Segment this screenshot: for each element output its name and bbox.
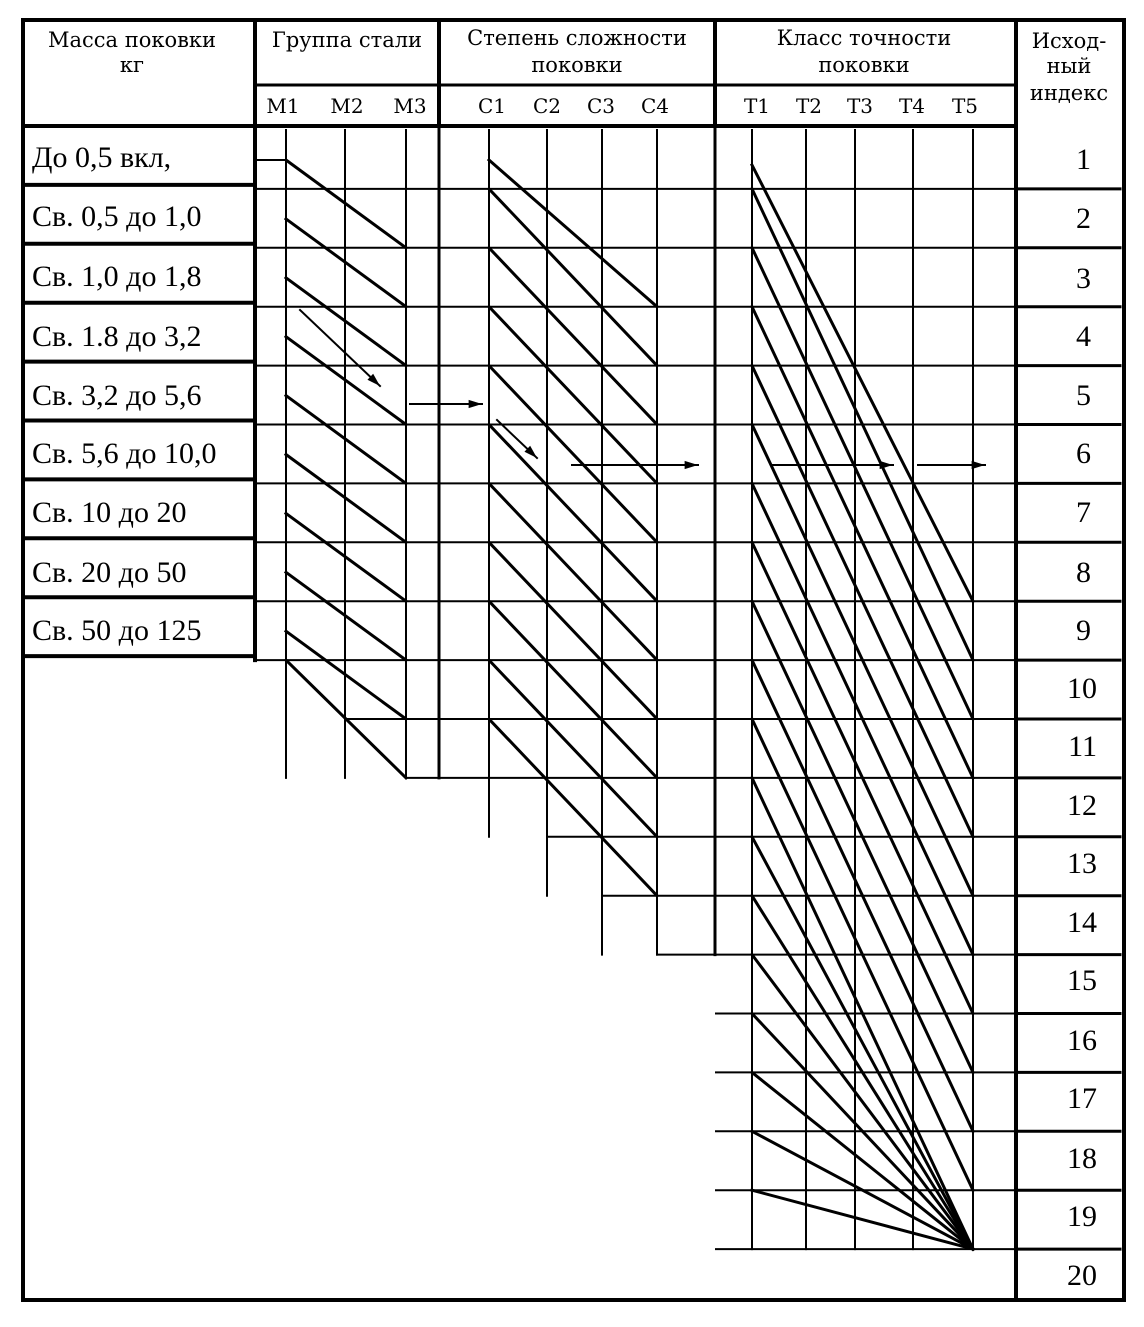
header-index-line3: индекс xyxy=(1029,81,1109,105)
accuracy-class-label: Т2 xyxy=(795,94,823,118)
mass-range-label: Св. 5,6 до 10,0 xyxy=(32,437,217,470)
index-value: 18 xyxy=(1067,1142,1097,1175)
complexity-label: С3 xyxy=(586,94,616,118)
index-value: 3 xyxy=(1076,262,1091,295)
header-index-line1: Исход- xyxy=(1031,29,1107,53)
index-value: 16 xyxy=(1067,1024,1097,1057)
header-accuracy-line2: поковки xyxy=(818,53,910,77)
mass-range-label: Св. 10 до 20 xyxy=(32,496,187,529)
diagonal-line xyxy=(489,425,657,602)
index-value: 7 xyxy=(1076,496,1091,529)
accuracy-class-label: Т4 xyxy=(898,94,926,118)
arrow-accuracy-head xyxy=(880,461,893,469)
diagonal-line xyxy=(489,160,657,307)
accuracy-class-label: Т3 xyxy=(846,94,874,118)
complexity-label: С2 xyxy=(532,94,562,118)
index-value: 6 xyxy=(1076,437,1091,470)
header-complexity-line1: Степень сложности xyxy=(467,26,687,50)
diagonal-line xyxy=(752,165,973,601)
header-complexity-line2: поковки xyxy=(531,53,623,77)
diagonal-line xyxy=(489,601,657,778)
header-mass-line2: кг xyxy=(119,53,145,77)
accuracy-class-label: Т1 xyxy=(743,94,771,118)
arrow-to-accuracy-head xyxy=(685,461,698,469)
example-arrows xyxy=(300,310,985,469)
index-value: 4 xyxy=(1076,320,1091,353)
mass-range-label: Св. 20 до 50 xyxy=(32,556,187,589)
index-value: 8 xyxy=(1076,556,1091,589)
diagonal-line xyxy=(489,719,657,896)
mass-range-label: Св. 1.8 до 3,2 xyxy=(32,320,202,353)
index-value: 2 xyxy=(1076,202,1091,235)
index-value: 12 xyxy=(1067,789,1097,822)
mass-range-label: Св. 0,5 до 1,0 xyxy=(32,200,202,233)
index-value: 11 xyxy=(1068,730,1097,763)
diagonal-lines xyxy=(286,160,973,1249)
steel-group-label: М1 xyxy=(266,94,300,118)
arrow-to-complexity-head xyxy=(469,400,482,408)
diagonal-line xyxy=(752,1072,973,1249)
mass-range-label: Св. 3,2 до 5,6 xyxy=(32,379,202,412)
complexity-label: С1 xyxy=(477,94,507,118)
header-steel-group: Группа стали xyxy=(271,28,423,52)
index-value: 17 xyxy=(1067,1082,1097,1115)
diagonal-line xyxy=(489,542,657,719)
index-value: 15 xyxy=(1067,964,1097,997)
accuracy-class-label: Т5 xyxy=(951,94,979,118)
index-value: 1 xyxy=(1076,143,1091,176)
diagonal-line xyxy=(489,660,657,837)
index-value: 10 xyxy=(1067,672,1097,705)
index-value: 9 xyxy=(1076,614,1091,647)
diagonal-line xyxy=(489,189,657,366)
arrow-to-index-head xyxy=(972,461,985,469)
diagonal-line xyxy=(752,1190,973,1249)
grid-lines xyxy=(257,130,1014,1249)
complexity-label: С4 xyxy=(640,94,670,118)
labels xyxy=(32,26,1108,1292)
steel-group-label: М2 xyxy=(330,94,364,118)
header-index-line2: ный xyxy=(1046,54,1092,78)
steel-group-label: М3 xyxy=(393,94,427,118)
mass-range-label: Св. 50 до 125 xyxy=(32,614,202,647)
mass-range-label: До 0,5 вкл, xyxy=(32,141,172,174)
diagonal-line xyxy=(489,248,657,425)
header-accuracy-line1: Класс точности xyxy=(776,26,952,50)
index-value: 20 xyxy=(1067,1259,1097,1292)
diagonal-line xyxy=(489,366,657,543)
diagonal-line xyxy=(489,307,657,484)
index-value: 19 xyxy=(1067,1200,1097,1233)
index-value: 14 xyxy=(1067,906,1097,939)
index-value: 13 xyxy=(1067,847,1097,880)
header-mass-line1: Масса поковки xyxy=(47,28,217,52)
mass-range-label: Св. 1,0 до 1,8 xyxy=(32,260,202,293)
index-value: 5 xyxy=(1076,379,1091,412)
diagonal-line xyxy=(489,483,657,660)
